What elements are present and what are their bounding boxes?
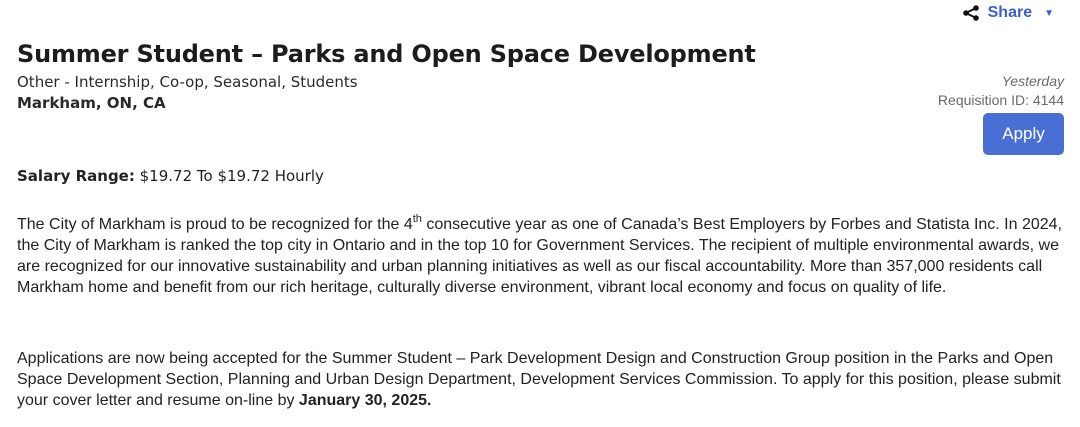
salary-label: Salary Range:: [17, 167, 135, 185]
job-category: Other - Internship, Co-op, Seasonal, Students: [17, 73, 358, 91]
description-paragraph-1: [17, 214, 1067, 298]
share-icon: [962, 5, 980, 21]
deadline-date: January 30, 2025.: [298, 392, 432, 409]
paragraph-2-text: Applications are now being accepted for the Summer Student – Park Development Design and Construction Group position in the Parks and Open Space Development Section, Planning and Urban Design Department, Development Services Commission. To apply for this position, please submit your cover letter and resume on-line by: [17, 350, 1061, 409]
paragraph-1-superscript: th: [412, 212, 422, 225]
job-location: Markham, ON, CA: [17, 94, 166, 112]
job-title: Summer Student – Parks and Open Space Development: [17, 40, 756, 68]
job-meta: [938, 72, 1064, 110]
paragraph-1-text-b: consecutive year as one of Canada’s Best Employers by Forbes and Statista Inc. In 2024, the City of Markham is ranked the top city in Ontario and in the top 10 for Government Services. The recipient of multiple environmental awards, we are recognized for our innovative sustainability and urban planning initiatives as well as our fiscal accountability. More than 357,000 residents call Markham home and benefit from our rich heritage, culturally diverse environment, vibrant local economy and focus on quality of life.: [17, 216, 1062, 296]
apply-button[interactable]: Apply: [983, 113, 1064, 155]
share-button[interactable]: [962, 4, 1054, 22]
share-label: Share: [987, 4, 1033, 21]
description-paragraph-2: [17, 348, 1067, 411]
chevron-down-icon: ▼: [1044, 7, 1054, 19]
salary-range: [17, 167, 324, 185]
posted-date: Yesterday: [1001, 73, 1064, 89]
paragraph-1-text-a: The City of Markham is proud to be recognized for the 4: [17, 216, 413, 233]
requisition-id: Requisition ID: 4144: [937, 92, 1064, 108]
salary-value: $19.72 To $19.72 Hourly: [139, 167, 324, 185]
